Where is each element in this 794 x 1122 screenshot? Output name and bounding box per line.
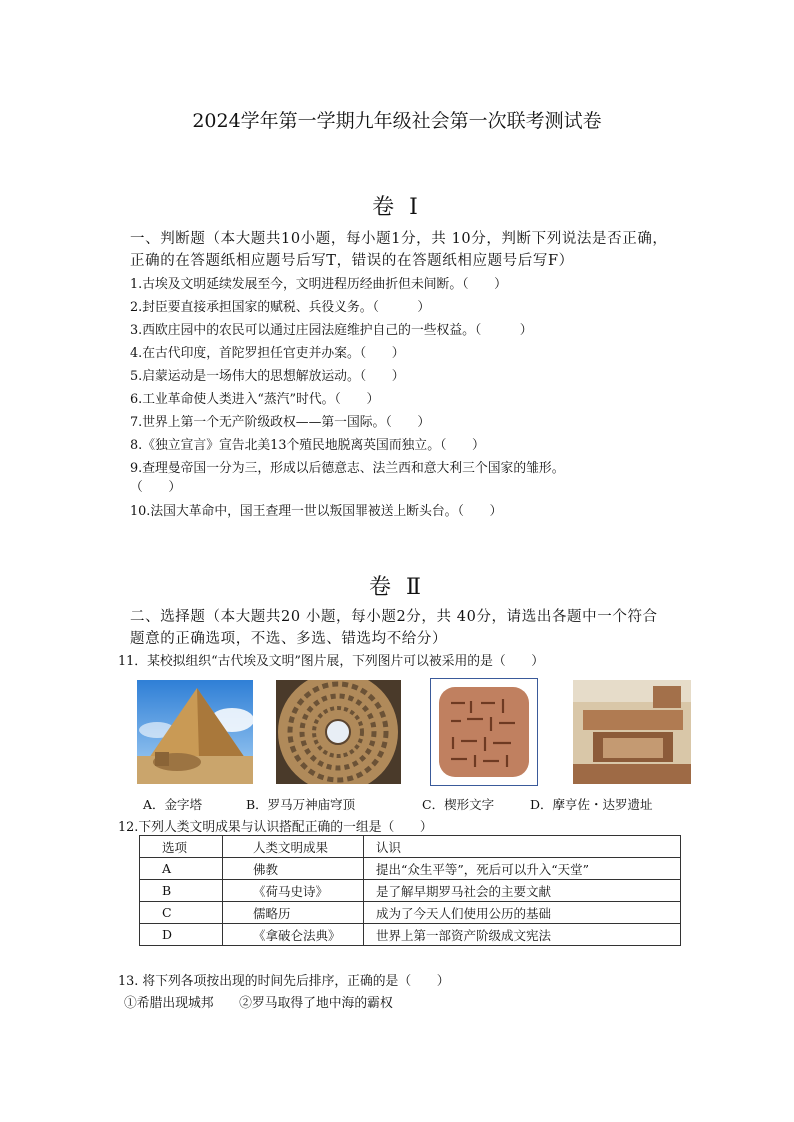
question-8: 8.《独立宣言》宣告北美13个殖民地脱离英国而独立。（ ） (130, 438, 485, 453)
table-row (140, 880, 681, 902)
pyramid-image (137, 680, 253, 784)
question-13-items: ①希腊出现城邦 ②罗马取得了地中海的霸权 (124, 996, 393, 1011)
table-row (140, 924, 681, 946)
table-header: 人类文明成果 (223, 836, 364, 858)
question-2: 2.封臣要直接承担国家的赋税、兵役义务。（ ） (130, 300, 431, 315)
part2-instruction: 二、选择题（本大题共20 小题，每小题2分，共 40分，请选出各题中一个符合题意的正确选项，不选、多选、错选均不给分） (130, 609, 658, 647)
table-header: 认识 (364, 836, 681, 858)
table-cell: 《荷马史诗》 (223, 880, 364, 902)
question-1: 1.古埃及文明延续发展至今，文明进程历经曲折但未间断。（ ） (130, 277, 507, 292)
table-header-row (140, 836, 681, 858)
question-9: 9.查理曼帝国一分为三，形成以后德意志、法兰西和意大利三个国家的雏形。 (130, 461, 565, 476)
table-header: 选项 (140, 836, 223, 858)
part1-heading: 卷 Ⅰ (372, 195, 422, 220)
part2-heading: 卷 Ⅱ (369, 575, 425, 600)
exam-title: 2024学年第一学期九年级社会第一次联考测试卷 (192, 110, 602, 132)
table-row (140, 902, 681, 924)
question-3: 3.西欧庄园中的农民可以通过庄园法庭维护自己的一些权益。（ ） (130, 323, 533, 338)
question-11-stem: 11．某校拟组织“古代埃及文明”图片展，下列图片可以被采用的是（ ） (118, 654, 545, 669)
table-cell: 佛教 (223, 858, 364, 880)
table-cell: A (140, 858, 223, 880)
option-c-caption: C．楔形文字 (422, 797, 495, 812)
table-cell: 提出“众生平等”，死后可以升入“天堂” (364, 858, 681, 880)
question-13-stem: 13. 将下列各项按出现的时间先后排序，正确的是（ ） (118, 974, 450, 989)
question-6: 6.工业革命使人类进入“蒸汽”时代。（ ） (130, 392, 380, 407)
table-cell: 儒略历 (223, 902, 364, 924)
table-row (140, 858, 681, 880)
table-cell: C (140, 902, 223, 924)
table-cell: 《拿破仑法典》 (223, 924, 364, 946)
pantheon-dome-image (276, 680, 401, 784)
question-4: 4.在古代印度，首陀罗担任官吏并办案。（ ） (130, 346, 405, 361)
table-cell: B (140, 880, 223, 902)
question-12-table (139, 835, 681, 946)
table-cell: 世界上第一部资产阶级成文宪法 (364, 924, 681, 946)
question-5: 5.启蒙运动是一场伟大的思想解放运动。（ ） (130, 369, 405, 384)
table-cell: 成为了今天人们使用公历的基础 (364, 902, 681, 924)
question-10: 10.法国大革命中，国王查理一世以叛国罪被送上断头台。（ ） (130, 504, 503, 519)
cuneiform-tablet-image (430, 678, 538, 786)
question-12-stem: 12.下列人类文明成果与认识搭配正确的一组是（ ） (118, 820, 433, 835)
question-7: 7.世界上第一个无产阶级政权——第一国际。（ ） (130, 415, 431, 430)
table-cell: 是了解早期罗马社会的主要文献 (364, 880, 681, 902)
part1-instruction: 一、判断题（本大题共10小题，每小题1分，共 10分，判断下列说法是否正确，正确的在答题纸相应题号后写T，错误的在答题纸相应题号后写F） (130, 231, 668, 269)
table-cell: D (140, 924, 223, 946)
mohenjo-daro-image (573, 680, 691, 784)
option-d-caption: D．摩亨佐・达罗遗址 (530, 797, 653, 812)
option-a-caption: A．金字塔 (143, 797, 203, 812)
question-9-blank: （ ） (130, 480, 182, 495)
option-b-caption: B．罗马万神庙穹顶 (246, 797, 356, 812)
